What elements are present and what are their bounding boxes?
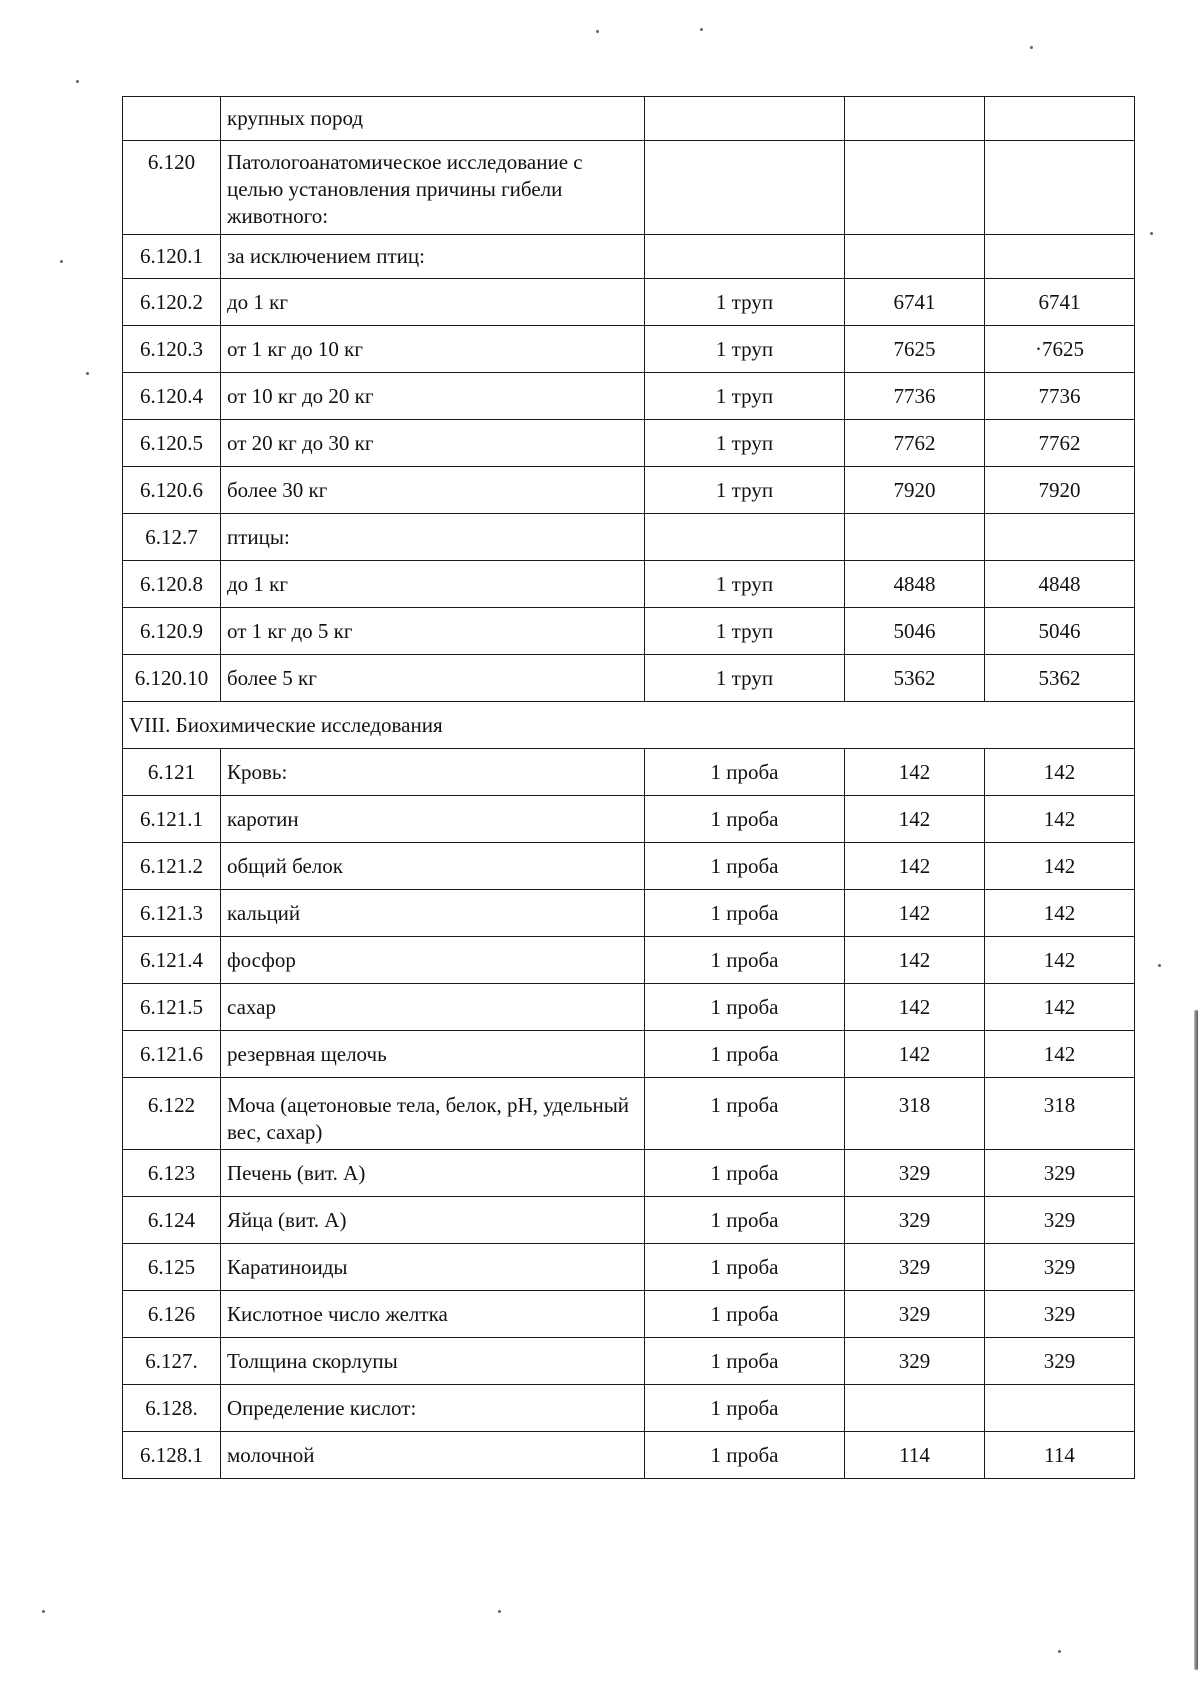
price-value-1: 329 xyxy=(845,1291,985,1338)
item-code: 6.120 xyxy=(123,141,221,235)
price-value-2: 7920 xyxy=(985,467,1135,514)
price-value-1: 142 xyxy=(845,749,985,796)
scan-speck xyxy=(498,1610,501,1613)
price-value-1: 329 xyxy=(845,1150,985,1197)
table-row xyxy=(123,561,1135,608)
item-code: 6.126 xyxy=(123,1291,221,1338)
item-code: 6.121.5 xyxy=(123,984,221,1031)
scan-speck xyxy=(596,30,599,33)
item-name: фосфор xyxy=(221,937,645,984)
item-code: 6.120.5 xyxy=(123,420,221,467)
table-row xyxy=(123,937,1135,984)
item-name: сахар xyxy=(221,984,645,1031)
price-value-2: 142 xyxy=(985,843,1135,890)
item-name: крупных пород xyxy=(221,97,645,141)
table-row xyxy=(123,373,1135,420)
price-value-2 xyxy=(985,514,1135,561)
price-value-1: 142 xyxy=(845,843,985,890)
item-name: каротин xyxy=(221,796,645,843)
price-value-1: 142 xyxy=(845,1031,985,1078)
price-value-2: 329 xyxy=(985,1197,1135,1244)
item-code: 6.121.6 xyxy=(123,1031,221,1078)
item-unit xyxy=(645,514,845,561)
item-name: за исключением птиц: xyxy=(221,235,645,279)
item-name: от 1 кг до 10 кг xyxy=(221,326,645,373)
price-value-2: 142 xyxy=(985,749,1135,796)
price-value-2: 142 xyxy=(985,890,1135,937)
table-row xyxy=(123,984,1135,1031)
price-value-2: 329 xyxy=(985,1244,1135,1291)
price-value-2: 329 xyxy=(985,1291,1135,1338)
item-code: 6.121 xyxy=(123,749,221,796)
item-name: резервная щелочь xyxy=(221,1031,645,1078)
item-name: Моча (ацетоновые тела, белок, рН, удельный вес, сахар) xyxy=(221,1078,645,1150)
price-value-2: 142 xyxy=(985,1031,1135,1078)
item-code: 6.120.8 xyxy=(123,561,221,608)
item-name: Кислотное число желтка xyxy=(221,1291,645,1338)
item-unit: 1 труп xyxy=(645,373,845,420)
table-row xyxy=(123,1078,1135,1150)
price-value-2 xyxy=(985,141,1135,235)
table-row xyxy=(123,235,1135,279)
item-name: птицы: xyxy=(221,514,645,561)
item-unit: 1 проба xyxy=(645,1078,845,1150)
price-value-1 xyxy=(845,514,985,561)
item-unit: 1 труп xyxy=(645,655,845,702)
item-name: общий белок xyxy=(221,843,645,890)
item-unit: 1 проба xyxy=(645,1197,845,1244)
item-unit: 1 проба xyxy=(645,984,845,1031)
item-name: от 20 кг до 30 кг xyxy=(221,420,645,467)
item-unit: 1 труп xyxy=(645,561,845,608)
price-value-1: 318 xyxy=(845,1078,985,1150)
price-value-2: 142 xyxy=(985,937,1135,984)
item-code: 6.127. xyxy=(123,1338,221,1385)
item-code: 6.120.2 xyxy=(123,279,221,326)
price-value-1: 329 xyxy=(845,1338,985,1385)
price-value-1: 114 xyxy=(845,1432,985,1479)
table-row xyxy=(123,796,1135,843)
scan-speck xyxy=(700,28,703,31)
table-row xyxy=(123,326,1135,373)
item-code: 6.120.6 xyxy=(123,467,221,514)
item-name: более 30 кг xyxy=(221,467,645,514)
price-value-1: 329 xyxy=(845,1244,985,1291)
item-unit: 1 проба xyxy=(645,1291,845,1338)
price-value-1: 7762 xyxy=(845,420,985,467)
price-value-1: 5046 xyxy=(845,608,985,655)
table-row xyxy=(123,1031,1135,1078)
item-name: молочной xyxy=(221,1432,645,1479)
price-value-2: 5046 xyxy=(985,608,1135,655)
price-value-2: 329 xyxy=(985,1150,1135,1197)
item-unit xyxy=(645,141,845,235)
scan-speck xyxy=(1158,964,1161,967)
item-unit: 1 проба xyxy=(645,796,845,843)
price-value-2: 114 xyxy=(985,1432,1135,1479)
scan-speck xyxy=(42,1610,45,1613)
price-value-1: 5362 xyxy=(845,655,985,702)
item-unit xyxy=(645,97,845,141)
item-unit: 1 проба xyxy=(645,749,845,796)
item-code: 6.121.2 xyxy=(123,843,221,890)
price-value-1: 142 xyxy=(845,796,985,843)
price-value-2: 5362 xyxy=(985,655,1135,702)
item-name: Каратиноиды xyxy=(221,1244,645,1291)
table-row xyxy=(123,1197,1135,1244)
table-row xyxy=(123,141,1135,235)
price-value-2: 318 xyxy=(985,1078,1135,1150)
table-row xyxy=(123,1432,1135,1479)
item-code: 6.123 xyxy=(123,1150,221,1197)
item-code: 6.120.3 xyxy=(123,326,221,373)
table-row xyxy=(123,467,1135,514)
item-code: 6.120.9 xyxy=(123,608,221,655)
item-name: Толщина скорлупы xyxy=(221,1338,645,1385)
price-value-1: 7920 xyxy=(845,467,985,514)
item-code: 6.121.1 xyxy=(123,796,221,843)
item-code: 6.128. xyxy=(123,1385,221,1432)
price-value-1 xyxy=(845,1385,985,1432)
price-value-1: 329 xyxy=(845,1197,985,1244)
table-row xyxy=(123,749,1135,796)
price-value-2: 329 xyxy=(985,1338,1135,1385)
table-row xyxy=(123,1291,1135,1338)
price-value-1: 142 xyxy=(845,890,985,937)
price-value-2: ·7625 xyxy=(985,326,1135,373)
scan-edge xyxy=(1194,1010,1198,1670)
item-code: 6.12.7 xyxy=(123,514,221,561)
item-name: до 1 кг xyxy=(221,279,645,326)
table-row xyxy=(123,655,1135,702)
price-value-2: 142 xyxy=(985,796,1135,843)
item-unit: 1 проба xyxy=(645,1385,845,1432)
item-unit: 1 проба xyxy=(645,1150,845,1197)
price-value-1 xyxy=(845,141,985,235)
item-unit: 1 проба xyxy=(645,843,845,890)
price-value-2 xyxy=(985,1385,1135,1432)
price-value-1 xyxy=(845,235,985,279)
price-value-2: 7762 xyxy=(985,420,1135,467)
item-code: 6.120.4 xyxy=(123,373,221,420)
scan-speck xyxy=(1150,232,1153,235)
item-name: Кровь: xyxy=(221,749,645,796)
item-code: 6.125 xyxy=(123,1244,221,1291)
price-value-2: 142 xyxy=(985,984,1135,1031)
table-row xyxy=(123,608,1135,655)
table-row xyxy=(123,514,1135,561)
item-code: 6.120.10 xyxy=(123,655,221,702)
item-unit xyxy=(645,235,845,279)
item-unit: 1 проба xyxy=(645,1338,845,1385)
price-table-body xyxy=(123,97,1135,1479)
item-unit: 1 труп xyxy=(645,608,845,655)
table-row xyxy=(123,279,1135,326)
item-name: до 1 кг xyxy=(221,561,645,608)
item-unit: 1 труп xyxy=(645,420,845,467)
scan-speck xyxy=(86,372,89,375)
item-code: 6.121.4 xyxy=(123,937,221,984)
price-value-1: 7736 xyxy=(845,373,985,420)
section-title: VIII. Биохимические исследования xyxy=(123,702,1135,749)
item-name: Патологоанатомическое исследование с целью установления причины гибели животного: xyxy=(221,141,645,235)
item-unit: 1 проба xyxy=(645,1432,845,1479)
item-code: 6.122 xyxy=(123,1078,221,1150)
table-row xyxy=(123,1338,1135,1385)
price-value-2: 4848 xyxy=(985,561,1135,608)
price-value-1: 142 xyxy=(845,984,985,1031)
price-value-1: 7625 xyxy=(845,326,985,373)
item-unit: 1 проба xyxy=(645,890,845,937)
item-code: 6.121.3 xyxy=(123,890,221,937)
item-code: 6.124 xyxy=(123,1197,221,1244)
item-unit: 1 проба xyxy=(645,1244,845,1291)
price-value-1: 142 xyxy=(845,937,985,984)
scan-speck xyxy=(1058,1650,1061,1653)
price-value-2 xyxy=(985,97,1135,141)
table-row xyxy=(123,97,1135,141)
section-header-row xyxy=(123,702,1135,749)
scan-speck xyxy=(1030,46,1033,49)
price-table xyxy=(122,96,1135,1479)
price-value-1 xyxy=(845,97,985,141)
item-name: кальций xyxy=(221,890,645,937)
item-code xyxy=(123,97,221,141)
item-code: 6.128.1 xyxy=(123,1432,221,1479)
item-unit: 1 труп xyxy=(645,467,845,514)
item-name: Яйца (вит. А) xyxy=(221,1197,645,1244)
price-value-2 xyxy=(985,235,1135,279)
table-row xyxy=(123,890,1135,937)
item-name: от 10 кг до 20 кг xyxy=(221,373,645,420)
item-unit: 1 труп xyxy=(645,326,845,373)
item-unit: 1 труп xyxy=(645,279,845,326)
table-row xyxy=(123,843,1135,890)
item-name: Печень (вит. А) xyxy=(221,1150,645,1197)
price-value-2: 6741 xyxy=(985,279,1135,326)
price-value-1: 6741 xyxy=(845,279,985,326)
table-row xyxy=(123,1150,1135,1197)
table-row xyxy=(123,1244,1135,1291)
item-name: от 1 кг до 5 кг xyxy=(221,608,645,655)
table-row xyxy=(123,420,1135,467)
item-unit: 1 проба xyxy=(645,937,845,984)
item-name: Определение кислот: xyxy=(221,1385,645,1432)
item-code: 6.120.1 xyxy=(123,235,221,279)
item-unit: 1 проба xyxy=(645,1031,845,1078)
table-row xyxy=(123,1385,1135,1432)
price-value-1: 4848 xyxy=(845,561,985,608)
scan-speck xyxy=(60,260,63,263)
item-name: более 5 кг xyxy=(221,655,645,702)
scan-speck xyxy=(76,80,79,83)
price-value-2: 7736 xyxy=(985,373,1135,420)
